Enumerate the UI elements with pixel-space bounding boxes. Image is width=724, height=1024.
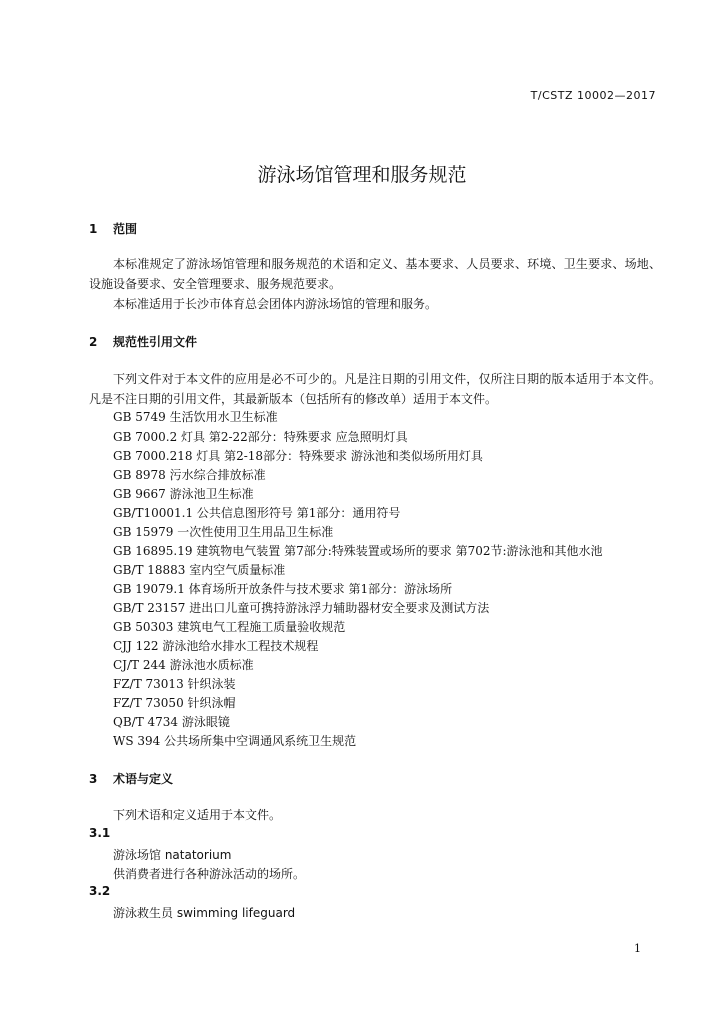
section-heading-scope: [89, 220, 137, 237]
document-id: T/CSTZ 10002—2017: [530, 89, 656, 102]
section-title: 规范性引用文件: [113, 335, 198, 349]
references-intro: 下列文件对于本文件的应用是必不可少的。凡是注日期的引用文件，仅所注日期的版本适用于本文件。凡是不注日期的引用文件，其最新版本（包括所有的修改单）适用于本文件。: [89, 372, 661, 406]
section-heading-normative-references: [89, 333, 197, 350]
reference-item: QB/T 4734 游泳眼镜: [113, 715, 230, 729]
term-number: 3.2: [89, 884, 111, 898]
section-heading-terms: [89, 770, 173, 787]
reference-item: GB 5749 生活饮用水卫生标准: [113, 410, 278, 424]
reference-item: GB 7000.2 灯具 第2-22部分：特殊要求 应急照明灯具: [113, 430, 408, 444]
document-title: 游泳场馆管理和服务规范: [257, 164, 467, 186]
term-name: 游泳场馆 natatorium: [113, 848, 232, 862]
section-title: 范围: [113, 222, 138, 236]
scope-paragraph-1: 本标准规定了游泳场馆管理和服务规范的术语和定义、基本要求、人员要求、环境、卫生要求、场地、设施设备要求、安全管理要求、服务规范要求。: [89, 257, 661, 291]
reference-item: GB 15979 一次性使用卫生用品卫生标准: [113, 525, 334, 539]
reference-item: GB/T 18883 室内空气质量标准: [113, 563, 286, 577]
reference-item: CJJ 122 游泳池给水排水工程技术规程: [113, 639, 319, 653]
section-number: 3: [89, 772, 98, 786]
reference-item: GB 19079.1 体育场所开放条件与技术要求 第1部分：游泳场所: [113, 582, 453, 596]
terms-intro: 下列术语和定义适用于本文件。: [113, 808, 282, 822]
reference-item: GB 50303 建筑电气工程施工质量验收规范: [113, 620, 346, 634]
reference-item: GB 7000.218 灯具 第2-18部分：特殊要求 游泳池和类似场所用灯具: [113, 449, 483, 463]
section-number: 1: [89, 222, 98, 236]
reference-item: FZ/T 73050 针织泳帽: [113, 696, 236, 710]
reference-item: GB/T10001.1 公共信息图形符号 第1部分：通用符号: [113, 506, 401, 520]
term-definition: 供消费者进行各种游泳活动的场所。: [113, 867, 306, 881]
reference-item: GB 8978 污水综合排放标准: [113, 468, 266, 482]
page-number: 1: [634, 942, 641, 955]
reference-item: GB 9667 游泳池卫生标准: [113, 487, 254, 501]
reference-item: GB 16895.19 建筑物电气装置 第7部分:特殊装置或场所的要求 第702节:游泳池和其他水池: [113, 544, 603, 558]
term-number: 3.1: [89, 826, 111, 840]
reference-item: FZ/T 73013 针织泳装: [113, 677, 236, 691]
reference-item: CJ/T 244 游泳池水质标准: [113, 658, 254, 672]
section-number: 2: [89, 335, 98, 349]
reference-item: GB/T 23157 进出口儿童可携持游泳浮力辅助器材安全要求及测试方法: [113, 601, 490, 615]
reference-item: WS 394 公共场所集中空调通风系统卫生规范: [113, 734, 357, 748]
section-title: 术语与定义: [113, 772, 174, 786]
scope-paragraph-2: 本标准适用于长沙市体育总会团体内游泳场馆的管理和服务。: [113, 297, 438, 311]
term-name: 游泳救生员 swimming lifeguard: [113, 906, 296, 920]
